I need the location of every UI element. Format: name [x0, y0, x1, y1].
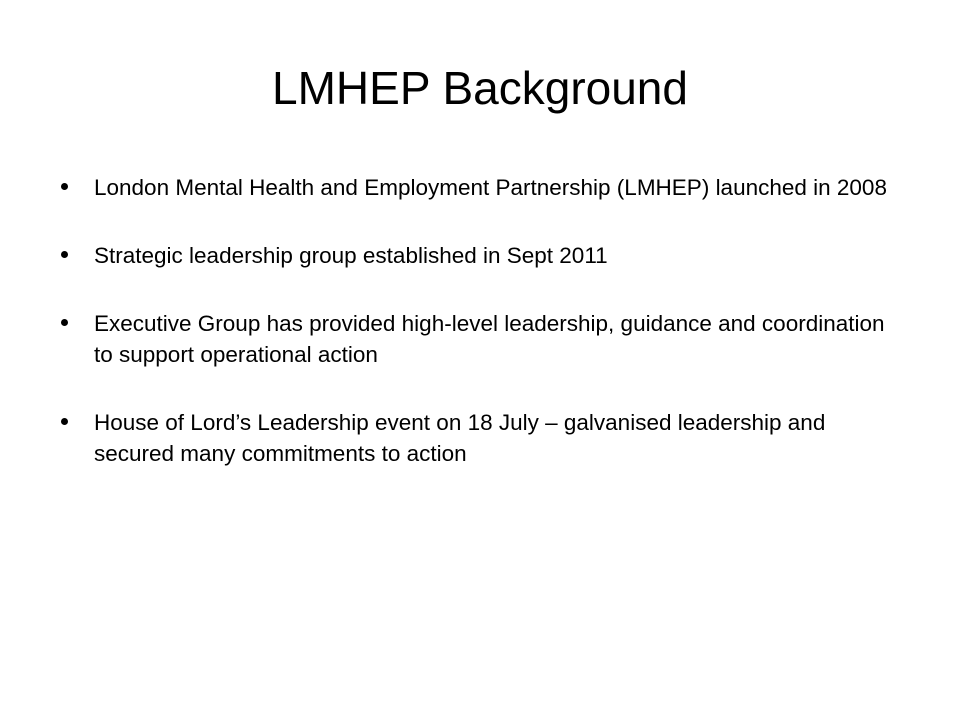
bullet-item	[58, 308, 908, 370]
bullet-text: Executive Group has provided high-level leadership, guidance and coordination to support operational action	[94, 311, 885, 367]
bullet-dot-icon	[61, 251, 68, 258]
bullet-text: Strategic leadership group established in Sept 2011	[94, 243, 608, 268]
bullet-item	[58, 407, 908, 469]
bullet-dot-icon	[61, 418, 68, 425]
bullet-dot-icon	[61, 319, 68, 326]
bullet-list	[58, 172, 908, 506]
bullet-item	[58, 172, 908, 203]
bullet-item	[58, 240, 908, 271]
slide-title: LMHEP Background	[272, 62, 688, 114]
bullet-text: House of Lord’s Leadership event on 18 July – galvanised leadership and secured many commitments to action	[94, 410, 826, 466]
bullet-dot-icon	[61, 183, 68, 190]
bullet-text: London Mental Health and Employment Partnership (LMHEP) launched in 2008	[94, 175, 887, 200]
